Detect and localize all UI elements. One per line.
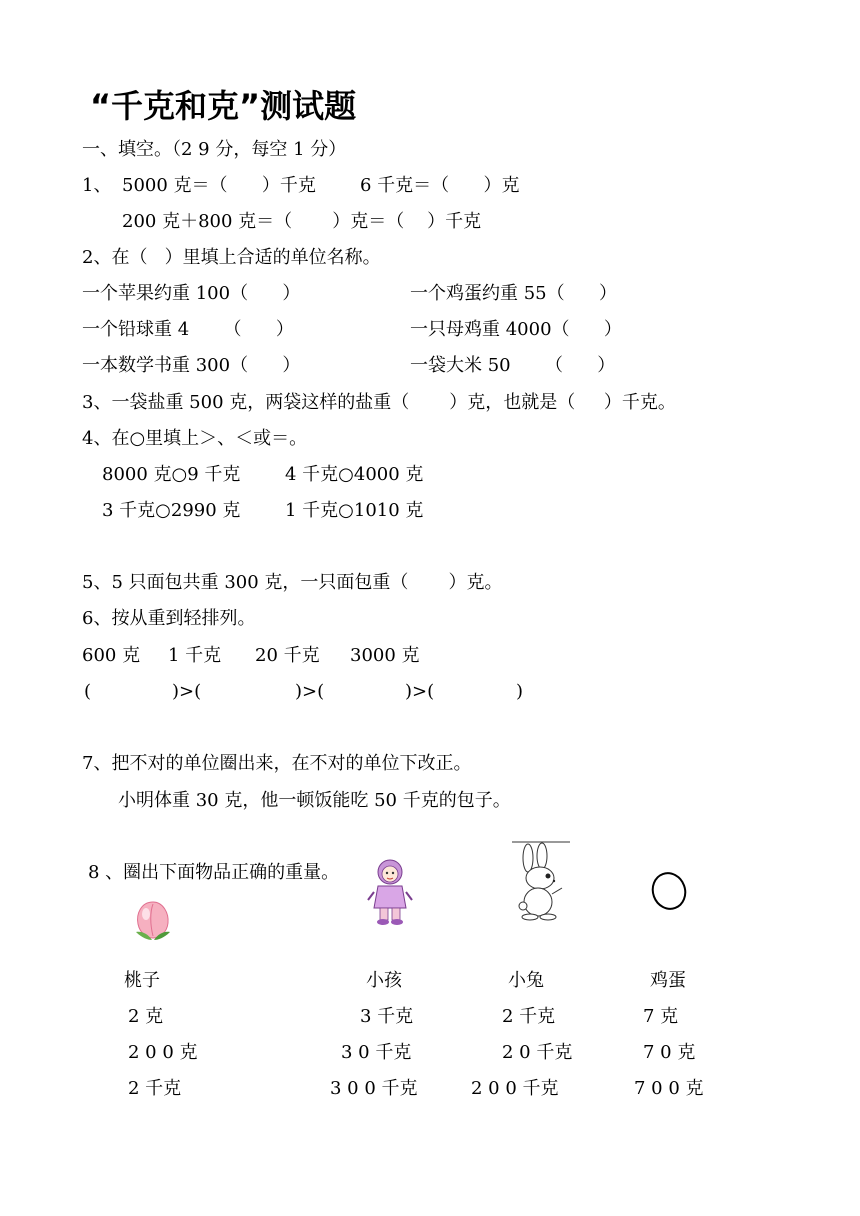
q8-option[interactable]: 7 0 克 — [643, 1042, 696, 1063]
q6-blank: )>( — [405, 681, 435, 702]
peach-picture — [132, 896, 174, 946]
q2-item-left: 一个苹果约重 100（ ） — [82, 283, 301, 304]
q5-question: 5、5 只面包共重 300 克，一只面包重（ ）克。 — [82, 572, 503, 593]
q6-blank: ) — [516, 681, 524, 702]
q8-option[interactable]: 3 千克 — [360, 1006, 414, 1027]
section-heading: 一、填空。（2 9 分，每空 1 分） — [82, 139, 347, 160]
q3-question: 3、一袋盐重 500 克，两袋这样的盐重（ ）克，也就是（ ）千克。 — [82, 392, 676, 413]
q2-item-right: 一个鸡蛋约重 55（ ） — [410, 283, 617, 304]
q8-option[interactable]: 3 0 千克 — [341, 1042, 412, 1063]
q8-option[interactable]: 2 千克 — [502, 1006, 556, 1027]
q6-value: 600 克 — [82, 645, 141, 666]
child-picture — [366, 856, 414, 928]
q8-option[interactable]: 2 0 千克 — [502, 1042, 573, 1063]
q8-prompt: 8 、圈出下面物品正确的重量。 — [88, 862, 340, 883]
q8-item-name: 小兔 — [508, 970, 544, 991]
q1-blank-line2: 200 克＋800 克＝（ ）克＝（ ）千克 — [122, 211, 482, 232]
q8-item-name: 鸡蛋 — [650, 970, 686, 991]
q8-option[interactable]: 7 克 — [643, 1006, 679, 1027]
q6-value: 20 千克 — [255, 645, 320, 666]
page-title: “千克和克”测试题 — [90, 87, 357, 125]
q4-compare-right: 4 千克○4000 克 — [285, 464, 424, 485]
q6-blank: )>( — [295, 681, 325, 702]
q6-blank: ( — [84, 681, 92, 702]
q6-prompt: 6、按从重到轻排列。 — [82, 608, 256, 629]
q7-sentence: 小明体重 30 克，他一顿饭能吃 50 千克的包子。 — [118, 790, 511, 811]
q4-prompt: 4、在○里填上＞、＜或＝。 — [82, 428, 308, 449]
q1-label: 1、 — [82, 175, 112, 196]
q8-option[interactable]: 2 千克 — [128, 1078, 182, 1099]
q2-item-left: 一个铅球重 4 （ ） — [82, 319, 294, 340]
q4-compare-left: 3 千克○2990 克 — [102, 500, 241, 521]
q1-blank-b: 6 千克＝（ ）克 — [360, 175, 520, 196]
q4-compare-left: 8000 克○9 千克 — [102, 464, 241, 485]
q6-value: 1 千克 — [168, 645, 222, 666]
q4-compare-right: 1 千克○1010 克 — [285, 500, 424, 521]
q1-blank-a: 5000 克＝（ ）千克 — [122, 175, 316, 196]
q2-item-left: 一本数学书重 300（ ） — [82, 355, 301, 376]
q2-prompt: 2、在（ ）里填上合适的单位名称。 — [82, 247, 381, 268]
q8-option[interactable]: 2 克 — [128, 1006, 164, 1027]
q8-option[interactable]: 2 0 0 克 — [128, 1042, 198, 1063]
q8-option[interactable]: 2 0 0 千克 — [471, 1078, 559, 1099]
q8-item-name: 桃子 — [124, 970, 160, 991]
q6-value: 3000 克 — [350, 645, 420, 666]
q8-item-name: 小孩 — [366, 970, 402, 991]
q8-option[interactable]: 7 0 0 克 — [634, 1078, 704, 1099]
q8-option[interactable]: 3 0 0 千克 — [330, 1078, 418, 1099]
q2-item-right: 一只母鸡重 4000（ ） — [410, 319, 622, 340]
q6-blank: )>( — [172, 681, 202, 702]
egg-picture — [648, 870, 690, 912]
q7-prompt: 7、把不对的单位圈出来，在不对的单位下改正。 — [82, 753, 472, 774]
rabbit-picture — [508, 838, 572, 924]
q2-item-right: 一袋大米 50 （ ） — [410, 355, 616, 376]
